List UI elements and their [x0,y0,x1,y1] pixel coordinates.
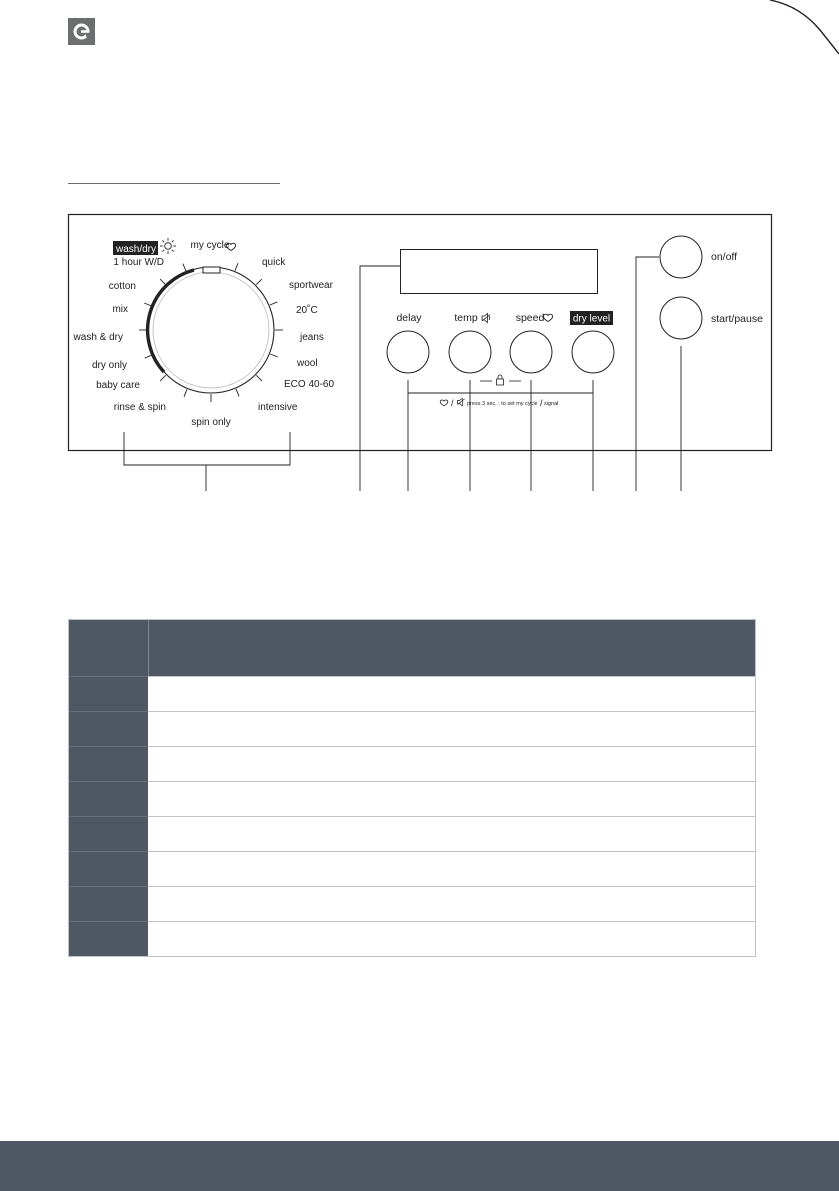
table-row [69,676,755,711]
program-label-wash-dry: wash & dry [73,332,123,343]
control-panel-diagram [0,0,839,500]
table-header-number-cell [69,620,149,676]
table-row-number-cell [69,676,148,711]
table-row-description-cell [148,747,755,781]
program-label-wool: wool [297,358,318,369]
table-row-number-cell [69,711,148,746]
table-row [69,921,755,956]
speed-label: speed [515,312,545,324]
table-row-number-cell [69,746,148,781]
program-label-intensive: intensive [258,402,298,413]
table-row-number-cell [69,886,148,921]
program-label-jeans: jeans [300,332,324,343]
program-label-rinse-spin: rinse & spin [113,402,166,413]
program-label-spin-only: spin only [191,417,231,428]
program-label-baby-care: baby care [96,380,140,391]
table-row [69,746,755,781]
table-row-description-cell [148,782,755,816]
table-row-description-cell [148,887,755,921]
footer-bar [0,1141,839,1191]
display-screen [401,250,598,294]
hint-slash-2: / [540,398,543,408]
table-row-description-cell [148,922,755,956]
on-off-button[interactable] [660,236,702,278]
speed-button[interactable] [510,331,552,373]
table-row [69,816,755,851]
table-row [69,781,755,816]
dry-level-label: dry level [572,313,611,325]
program-label-mix: mix [112,304,128,315]
table-row [69,711,755,746]
program-label-20c: 20˚C [296,305,318,316]
table-row [69,886,755,921]
table-row-description-cell [148,817,755,851]
table-row-number-cell [69,921,148,956]
hint-text: press 3 sec. : to set my cycle [467,401,538,407]
program-label-sportwear: sportwear [289,280,333,291]
table-row [69,851,755,886]
hint-tail: signal [544,401,559,407]
table-row-description-cell [148,677,755,711]
table-row-number-cell [69,781,148,816]
dial-indicator [203,267,220,273]
on-off-label: on/off [711,251,738,263]
dry-level-button[interactable] [572,331,614,373]
temp-button[interactable] [449,331,491,373]
program-label-dry-only: dry only [91,360,127,371]
program-label-1-hour-wd: 1 hour W/D [113,257,164,268]
program-label-quick: quick [262,257,286,268]
start-pause-button[interactable] [660,297,702,339]
delay-button[interactable] [387,331,429,373]
hint-slash-1: / [451,398,454,408]
component-table [68,619,756,957]
table-row-description-cell [148,712,755,746]
start-pause-label: start/pause [711,313,763,325]
program-label-eco: ECO 40-60 [284,379,335,390]
delay-label: delay [396,312,422,324]
table-row-number-cell [69,851,148,886]
table-row-number-cell [69,816,148,851]
table-header-description-cell [149,620,755,676]
table-header [69,620,755,676]
wash-dry-label: wash/dry [116,244,157,255]
table-row-description-cell [148,852,755,886]
temp-label: temp [454,312,478,324]
table-body [69,676,755,956]
program-label-my-cycle: my cycle [190,240,230,251]
program-label-cotton: cotton [108,281,136,292]
